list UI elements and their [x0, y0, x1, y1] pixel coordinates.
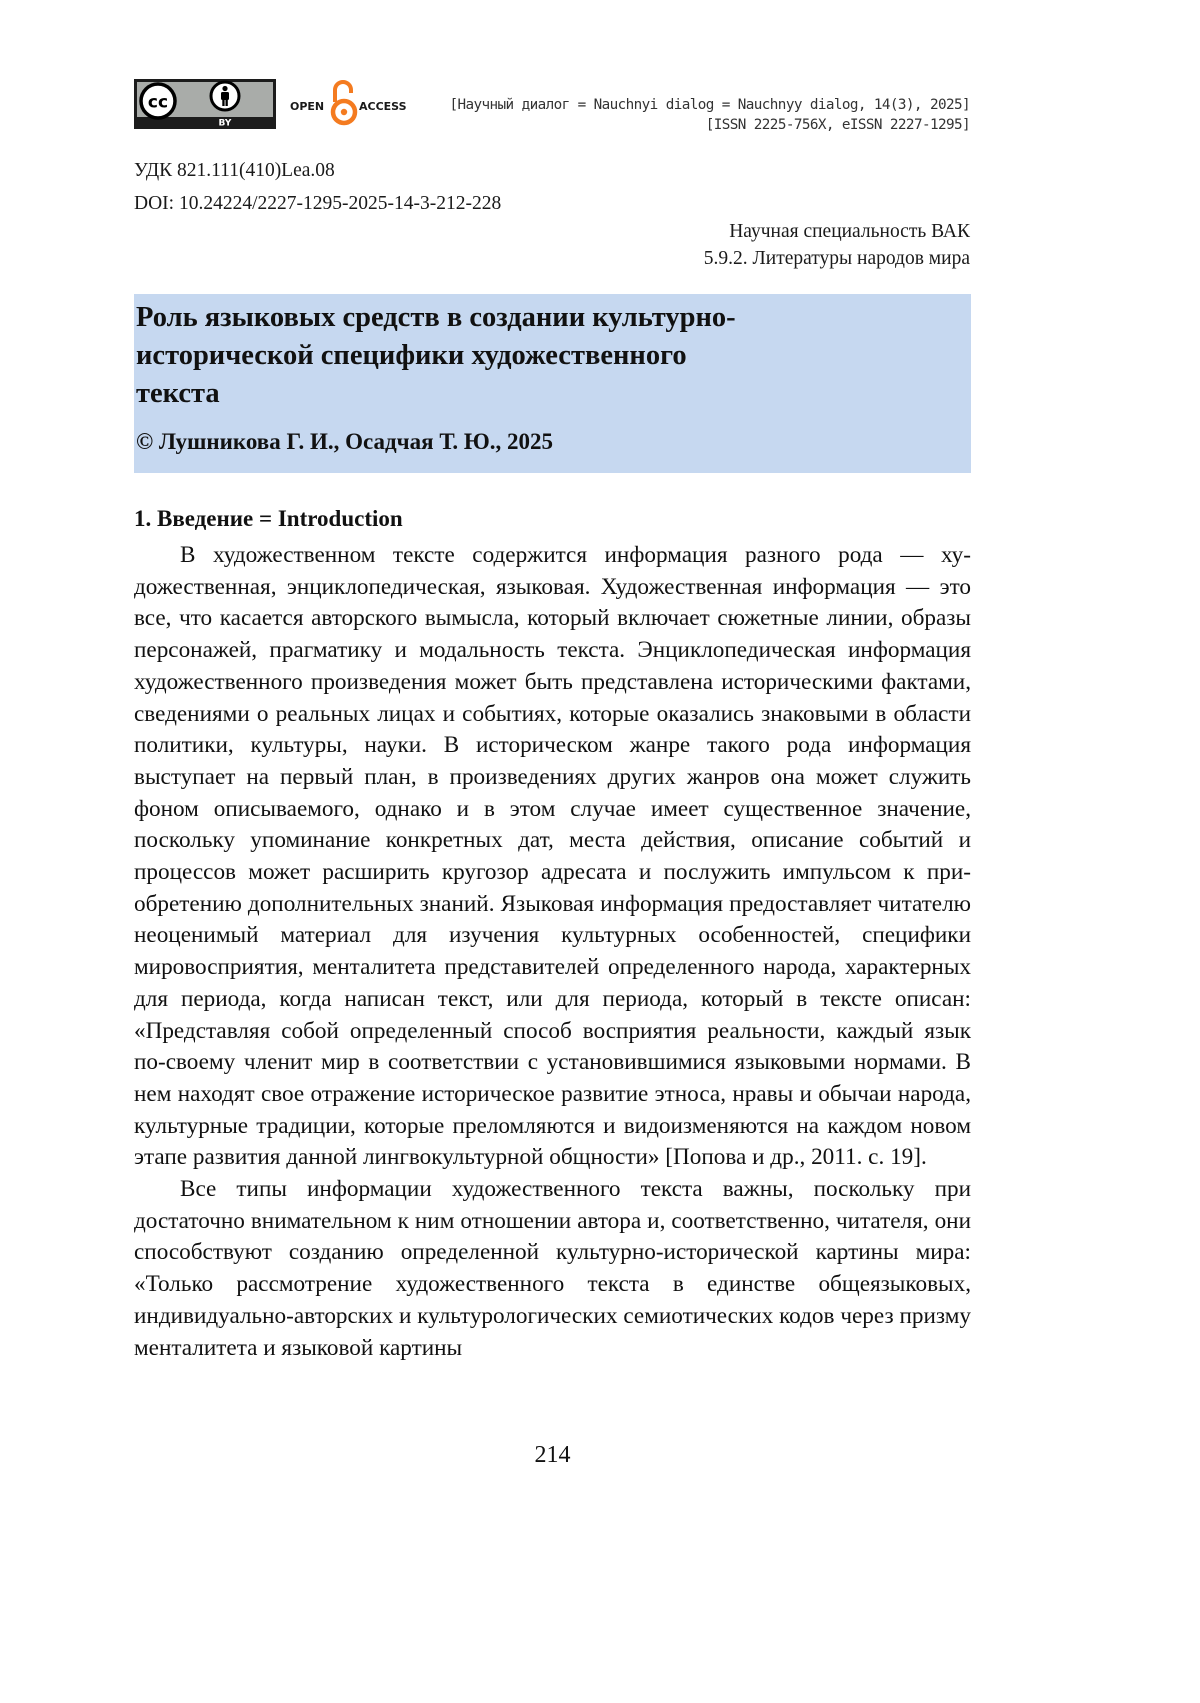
vak-specialty: [704, 218, 970, 272]
open-access-word-access: ACCESS: [359, 100, 407, 113]
page-number: 214: [0, 1442, 1105, 1469]
open-access-lock-icon: [333, 82, 355, 123]
journal-issn-line: [ISSN 2225-756X, eISSN 2227-1295]: [450, 115, 971, 135]
body-paragraph: В художественном тексте содержится информация разного рода — ху­дожественная, энциклопедическая, языковая. Художественная информа­ция — это все, что касается авторского вымысла, который включает сю­жетные линии, образы персонажей, прагматику и модальность текста. Эн­циклопедическая информация художественного произведения может быть представлена историческими фактами, сведениями о реальных лицах и со­бытиях, которые оказались знаковыми в области политики, культуры, на­уки. В историческом жанре такого рода информация выступает на первый план, в произведениях других жанров она может служить фоном описы­ваемого, однако и в этом случае имеет существенное значение, поскольку упоминание конкретных дат, места действия, описание событий и процес­сов может расширить кругозор адресата и послужить импульсом к при­обретению дополнительных знаний. Языковая информация предоставляет читателю неоценимый материал для изучения культурных особенностей, специфики мировосприятия, менталитета представителей определенного народа, характерных для периода, когда написан текст, или для периода, который в тексте описан: «Представляя собой определенный способ вос­приятия реальности, каждый язык по-своему членит мир в соответствии с установившимися языковыми нормами. В нем находят свое отражение историческое развитие этноса, нравы и обычаи народа, культурные тра­диции, которые преломляются и видоизменяются на каждом новом этапе развития данной лингвокультурной общности» [Попова и др., 2011. с. 19].: [134, 540, 971, 1174]
udk-code: УДК 821.111(410)Lea.08: [134, 160, 335, 182]
open-access-logo[interactable]: [290, 79, 418, 127]
title-block: [134, 294, 971, 473]
attribution-person-icon: [211, 82, 239, 110]
license-by-label: BY: [219, 119, 232, 129]
open-access-word-open: OPEN: [290, 100, 324, 113]
vak-specialty-label: Научная специальность ВАК: [704, 218, 970, 245]
article-title: Роль языковых средств в создании культурно-исторической специфики художественного текста: [136, 299, 756, 413]
creative-commons-icon: [141, 84, 175, 118]
body-paragraph: Все типы информации художественного текста важны, поскольку при достаточно внимательном к ним отношении автора и, соответствен­но, читателя, они способствуют созданию определенной культурно-исто­рической картины мира: «Только рассмотрение художественного текста в единстве общеязыковых, индивидуально-авторских и культурологиче­ских семиотических кодов через призму менталитета и языковой картины: [134, 1174, 971, 1364]
cc-by-license-badge[interactable]: [134, 79, 276, 129]
journal-citation: [450, 95, 971, 135]
article-authors: © Лушникова Г. И., Осадчая Т. Ю., 2025: [136, 429, 553, 455]
journal-citation-line: [Научный диалог = Nauchnyi dialog = Nauchnyy dialog, 14(3), 2025]: [450, 95, 971, 115]
svg-text:cc: cc: [148, 93, 168, 113]
section-heading: 1. Введение = Introduction: [134, 506, 403, 532]
vak-specialty-value: 5.9.2. Литературы народов мира: [704, 245, 970, 272]
article-body: [134, 540, 971, 1364]
doi-link[interactable]: DOI: 10.24224/2227-1295-2025-14-3-212-228: [134, 193, 501, 215]
